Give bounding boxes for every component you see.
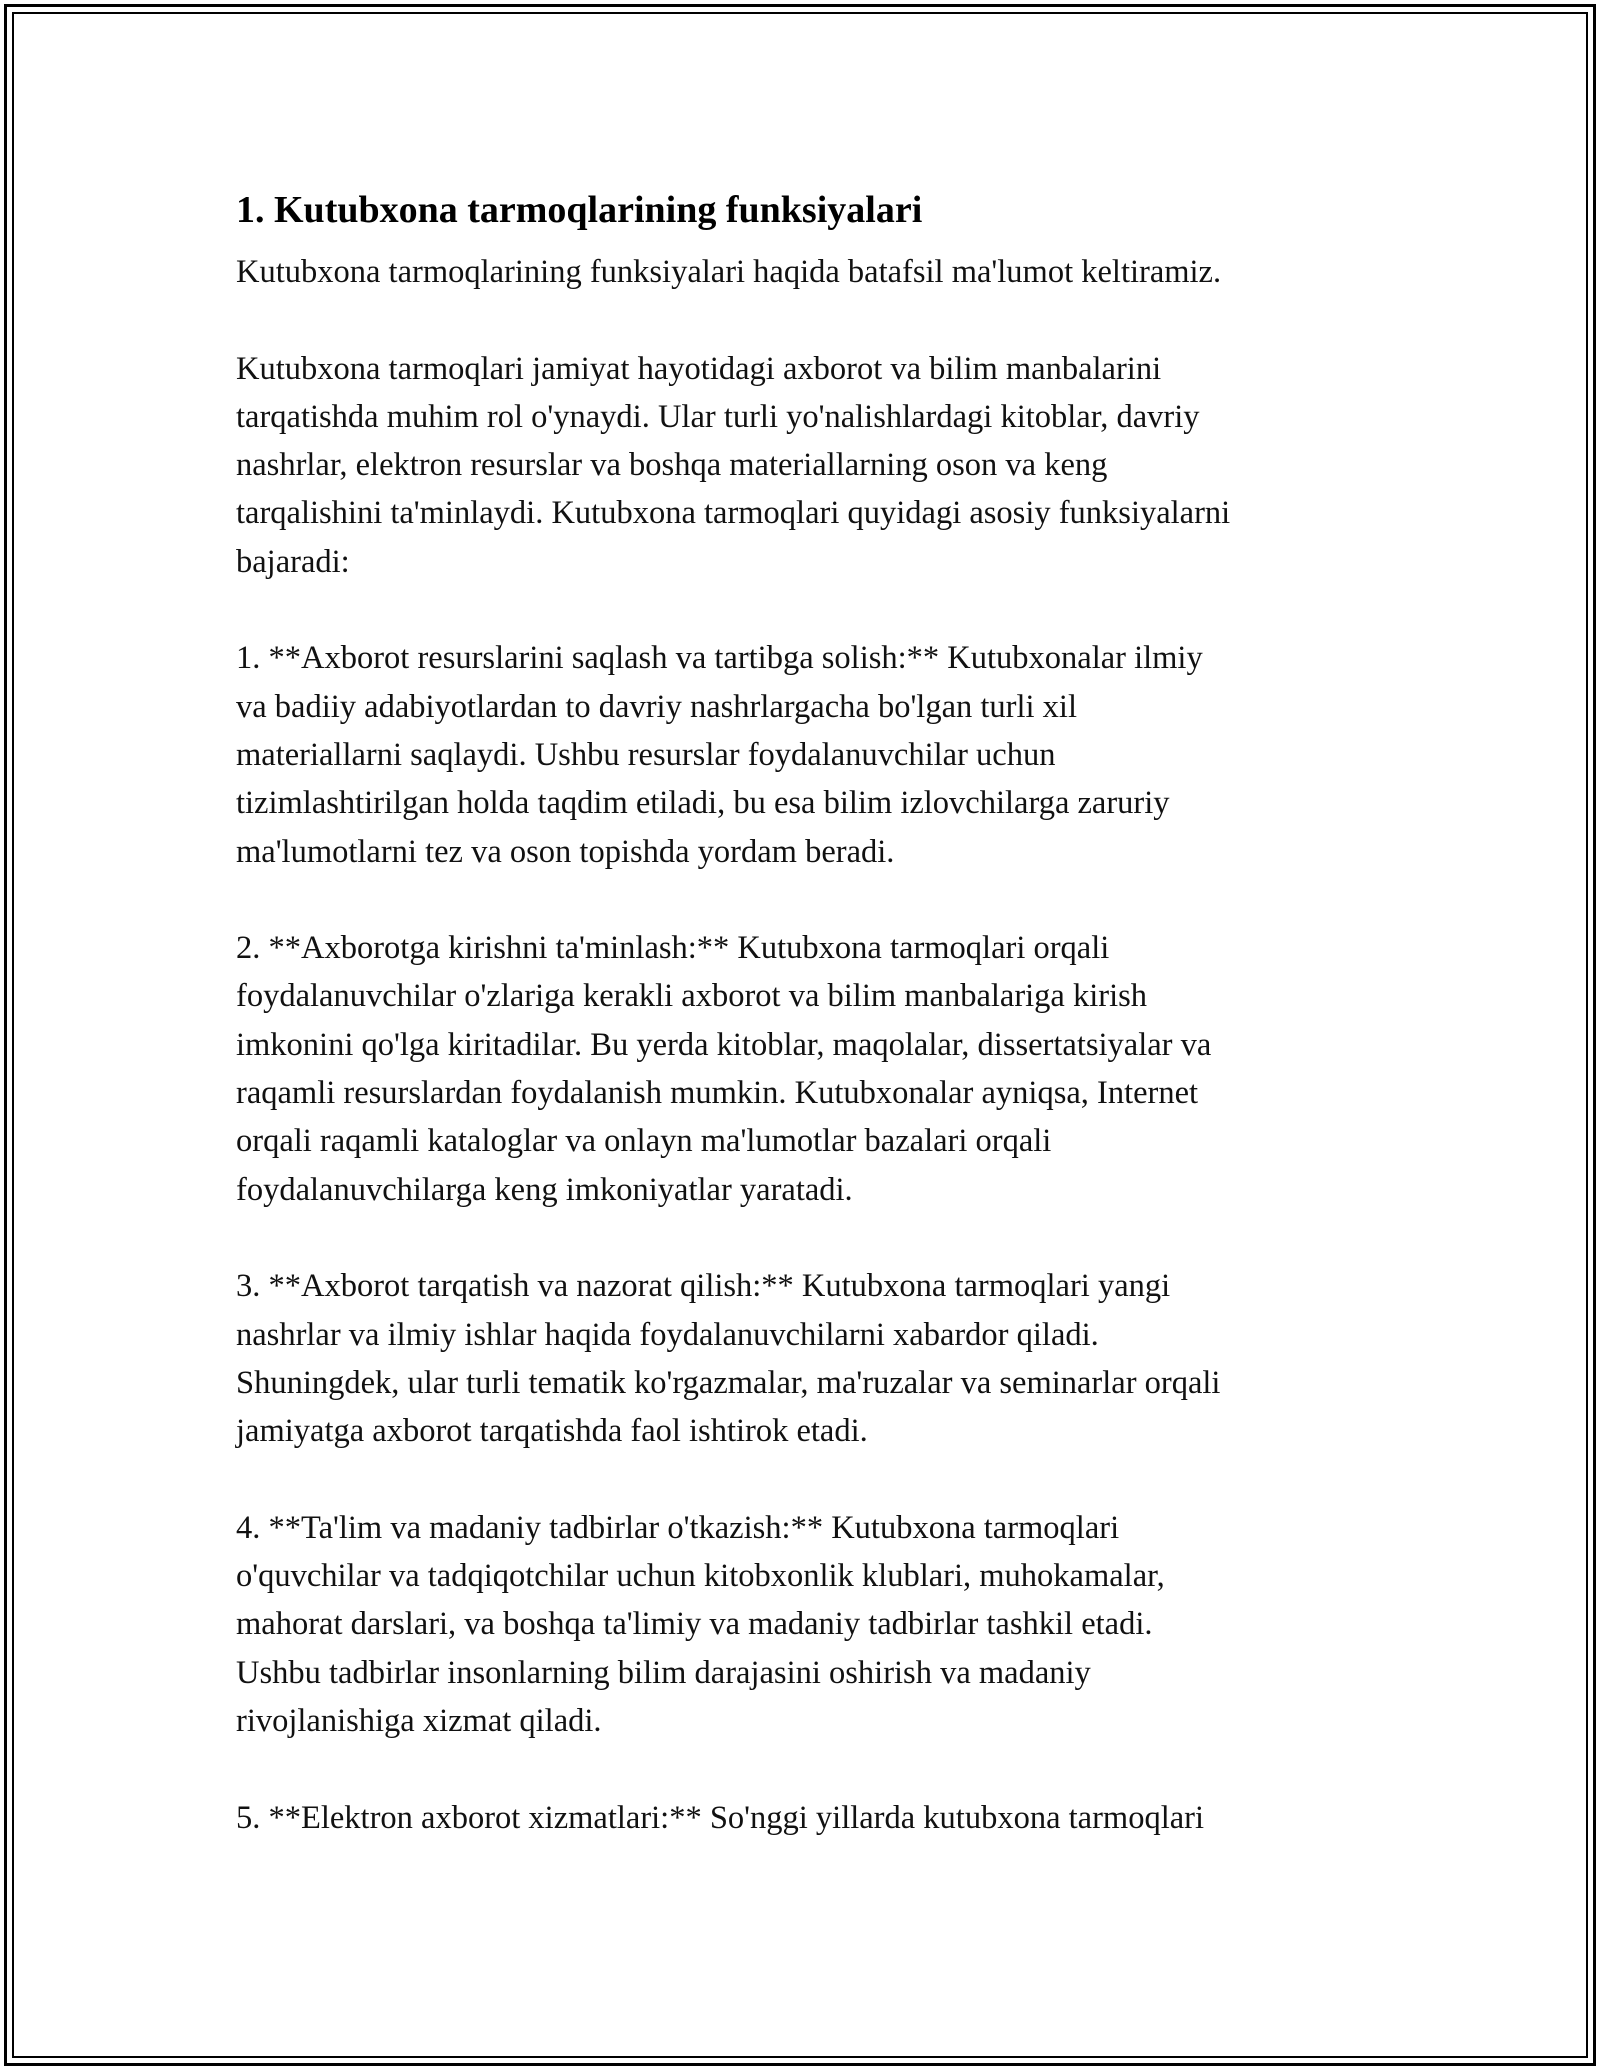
- function-item-5: 5. **Elektron axborot xizmatlari:** So'nggi yillarda kutubxona tarmoqlari: [236, 1799, 1205, 1836]
- overview-paragraph: Kutubxona tarmoqlari jamiyat hayotidagi axborot va bilim manbalarini tarqatishda muhim rol o'ynaydi. Ular turli yo'nalishlardagi kitoblar, davriy nashrlar, elektron resurslar va boshqa materiallarning oson va keng tarqalishini ta'minlaydi. Kutubxona tarmoqlari quyidagi asosiy funksiyalarni bajaradi:: [236, 350, 1231, 580]
- document-body: [236, 186, 1366, 1842]
- function-item-4: 4. **Ta'lim va madaniy tadbirlar o'tkazish:** Kutubxona tarmoqlari o'quvchilar va tadqiqotchilar uchun kitobxonlik klublari, muhokamalar, mahorat darslari, va boshqa ta'limiy va madaniy tadbirlar tashkil etadi. Ushbu tadbirlar insonlarning bilim darajasini oshirish va madaniy rivojlanishiga xizmat qiladi.: [236, 1509, 1165, 1739]
- intro-paragraph: Kutubxona tarmoqlarining funksiyalari haqida batafsil ma'lumot keltiramiz.: [236, 254, 1222, 290]
- function-item-3: 3. **Axborot tarqatish va nazorat qilish:** Kutubxona tarmoqlari yangi nashrlar va ilmiy ishlar haqida foydalanuvchilarni xabardor qiladi. Shuningdek, ular turli tematik ko'rgazmalar, ma'ruzalar va seminarlar orqali jamiyatga axborot tarqatishda faol ishtirok etadi.: [236, 1268, 1221, 1450]
- section-heading: 1. Kutubxona tarmoqlarining funksiyalari: [236, 189, 923, 231]
- function-item-1: 1. **Axborot resurslarini saqlash va tartibga solish:** Kutubxonalar ilmiy va badiiy adabiyotlardan to davriy nashrlargacha bo'lgan turli xil materiallarni saqlaydi. Ushbu resurslar foydalanuvchilar uchun tizimlashtirilgan holda taqdim etiladi, bu esa bilim izlovchilarga zaruriy ma'lumotlarni tez va oson topishda yordam beradi.: [236, 640, 1203, 870]
- function-item-2: 2. **Axborotga kirishni ta'minlash:** Kutubxona tarmoqlari orqali foydalanuvchilar o'zlariga kerakli axborot va bilim manbalariga kirish imkonini qo'lga kiritadilar. Bu yerda kitoblar, maqolalar, dissertatsiyalar va raqamli resurslardan foydalanish mumkin. Kutubxonalar ayniqsa, Internet orqali raqamli kataloglar va onlayn ma'lumotlar bazalari orqali foydalanuvchilarga keng imkoniyatlar yaratadi.: [236, 930, 1212, 1208]
